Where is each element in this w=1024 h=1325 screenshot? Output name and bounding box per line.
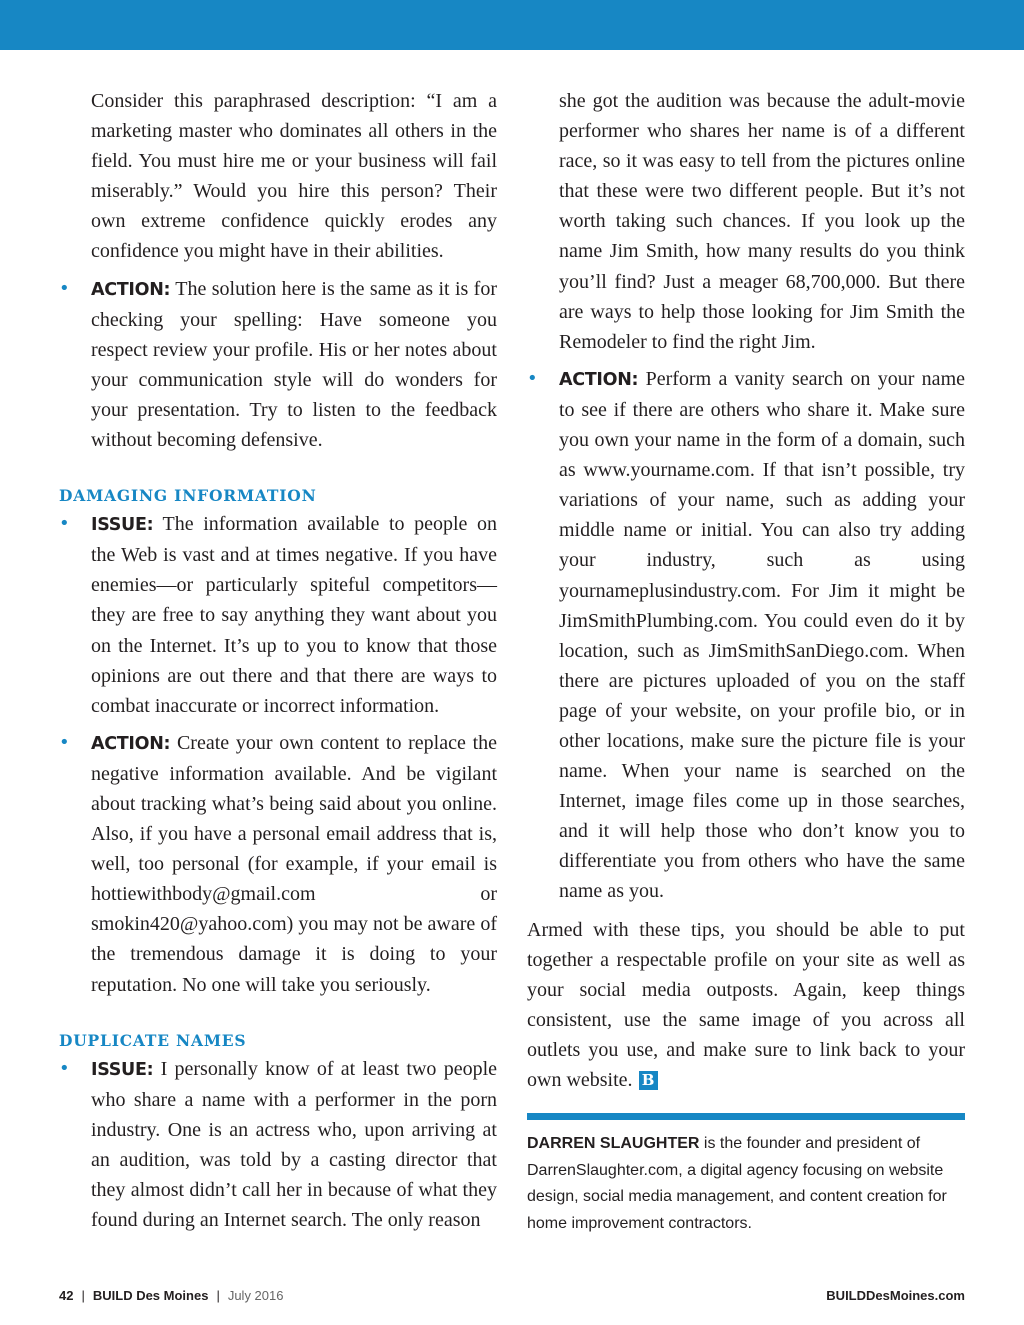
issue-item-negative-information: [59, 509, 497, 721]
issue-date: July 2016: [227, 1288, 284, 1303]
action-label: ACTION:: [91, 279, 171, 300]
section-heading-damaging-information: DAMAGING INFORMATION: [59, 486, 317, 506]
issue-label: ISSUE:: [91, 515, 154, 536]
author-bio-text: is the founder and president of DarrenSlaughter.com, a digital agency focusing on website design, social media management, and content creation for home improvement contractors.: [527, 1135, 947, 1232]
footer-folio: [59, 1288, 283, 1303]
page-number: 42: [59, 1288, 74, 1303]
footer-website: BUILDDesMoines.com: [826, 1288, 965, 1303]
section-heading-duplicate-names: DUPLICATE NAMES: [59, 1030, 247, 1050]
closing-paragraph: [527, 915, 965, 1096]
issue-label: ISSUE:: [91, 1059, 154, 1080]
continued-paragraph: she got the audition was because the adult-movie performer who shares her name is of a different race, so it was easy to tell from the pictures online that these were two different people. But it’s not worth taking such chances. If you look up the name Jim Smith, how many results do you think you’ll find? Just a meager 68,700,000. But there are ways to help those looking for Jim Smith the Remodeler to find the right Jim.: [559, 90, 965, 353]
action-label: ACTION:: [559, 369, 639, 390]
issue-text: I personally know of at least two people who share a name with a performer in the porn industry. One is an actress who, upon arriving at an audition, was told by a casting director that they almost didn’t call her in because of what they found during an Internet search. The only reason: [91, 1057, 497, 1232]
action-item-feedback: [59, 274, 497, 456]
action-label: ACTION:: [91, 733, 171, 754]
publication-name: BUILD Des Moines: [92, 1288, 209, 1303]
action-text: The solution here is the same as it is for checking your spelling: Have someone you respect review your profile. His or her notes about your communication style will do wonders for your presentation. Try to listen to the feedback without becoming defensive.: [91, 277, 497, 452]
action-text: Perform a vanity search on your name to see if there are others who share it. Make sure you own your name in the form of a domain, such as www.yourname.com. If that isn’t possible, try variations of your name, such as adding your middle name or initial. You can also try adding your industry, such as using yournameplusindustry.com. For Jim it might be JimSmithPlumbing.com. You could even do it by location, such as JimSmithSanDiego.com. When there are pictures uploaded of you on the staff page of your website, on your profile bio, or in other locations, make sure the picture file is your name. When your name is searched on the Internet, image files come up in those searches, and it will help those who don’t know you to differentiate you from others who have the same name as you.: [559, 367, 965, 903]
action-item-vanity-search: [527, 364, 965, 907]
build-end-mark-icon: B: [639, 1071, 658, 1090]
issue-text: The information available to people on the Web is vast and at times negative. If you have enemies—or particularly spiteful competitors—they are free to say anything they want about you on the Internet. It’s up to you to know that those opinions are out there and that there are ways to combat inaccurate or incorrect information.: [91, 513, 497, 717]
author-name: DARREN SLAUGHTER: [527, 1135, 700, 1152]
closing-text: Armed with these tips, you should be able to put together a respectable profile on your site as well as your social media outposts. Again, keep things consistent, use the same image of you across all outlets you use, and make sure to link back to your own website.: [527, 918, 965, 1091]
issue-item-duplicate-names: [59, 1054, 497, 1236]
action-text: Create your own content to replace the negative information available. And be vigilant about tracking what’s being said about you online. Also, if you have a personal email address that is, well, too personal (for example, if your email is hottiewithbody@gmail.com or smokin420@yahoo.com) you may not be aware of the tremendous damage it is doing to your reputation. No one will take you seriously.: [91, 731, 497, 996]
footer-separator: |: [81, 1288, 85, 1303]
footer-separator: |: [216, 1288, 220, 1303]
left-column: [59, 86, 497, 1235]
action-item-create-content: [59, 728, 497, 1000]
intro-paragraph: Consider this paraphrased description: “I am a marketing master who dominates all others in the field. You must hire me or your business will fail miserably.” Would you hire this person? Their own extreme confidence quickly erodes any confidence you might have in their abilities.: [91, 90, 497, 263]
bio-divider: [527, 1113, 965, 1120]
author-bio: [527, 1131, 967, 1237]
top-banner: [0, 0, 1024, 50]
right-column: [527, 86, 965, 1095]
